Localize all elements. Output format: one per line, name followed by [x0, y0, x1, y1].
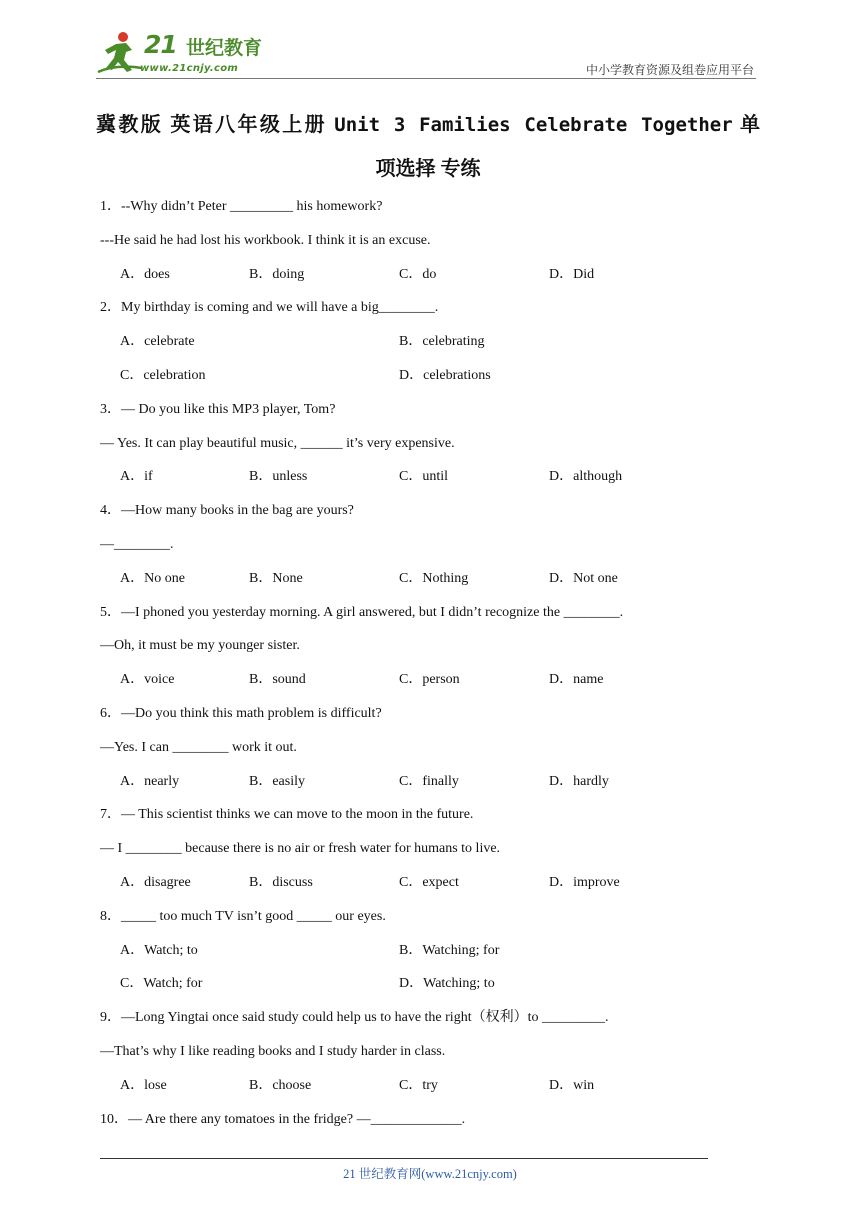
question-2 — [100, 291, 760, 392]
answer-option[interactable]: B．None — [249, 570, 303, 586]
option-row — [100, 325, 760, 359]
answer-option[interactable]: C．finally — [399, 773, 459, 789]
question-7 — [100, 798, 760, 899]
question-reply: —That’s why I like reading books and I study harder in class. — [100, 1043, 446, 1059]
answer-option[interactable]: B．celebrating — [399, 334, 485, 350]
answer-option[interactable]: D．Watching; to — [399, 976, 495, 992]
page-title — [96, 108, 760, 137]
answer-option[interactable]: B．Watching; for — [399, 942, 500, 958]
option-row — [100, 1069, 760, 1103]
option-row — [100, 359, 760, 393]
question-stem: 9．—Long Yingtai once said study could help us to have the right（权利）to _________. — [100, 1010, 609, 1026]
question-4 — [100, 494, 760, 595]
page-header — [0, 0, 860, 80]
option-row — [100, 460, 760, 494]
question-stem: 10．— Are there any tomatoes in the fridge? —_____________. — [100, 1111, 466, 1127]
question-reply: —Yes. I can ________ work it out. — [100, 739, 297, 755]
option-row — [100, 562, 760, 596]
runner-logo-icon — [96, 30, 146, 74]
logo-number: 21 — [144, 30, 177, 59]
question-10 — [100, 1103, 760, 1137]
option-row — [100, 765, 760, 799]
answer-option[interactable]: D．win — [549, 1077, 595, 1093]
answer-option[interactable]: D．hardly — [549, 773, 609, 789]
answer-option[interactable]: A．nearly — [120, 773, 180, 789]
question-6 — [100, 697, 760, 798]
answer-option[interactable]: A．celebrate — [120, 334, 195, 350]
answer-option[interactable]: A．Watch; to — [120, 942, 198, 958]
option-row — [100, 934, 760, 968]
title-cn: 冀教版 英语八年级上册 — [96, 114, 335, 136]
answer-option[interactable]: D．although — [549, 469, 623, 485]
answer-option[interactable]: D．improve — [549, 874, 620, 890]
answer-option[interactable]: C．expect — [399, 874, 459, 890]
answer-option[interactable]: B．choose — [249, 1077, 312, 1093]
question-list — [100, 190, 760, 1136]
option-row — [100, 663, 760, 697]
question-stem: 4．—How many books in the bag are yours? — [100, 503, 354, 519]
question-1 — [100, 190, 760, 291]
question-reply: ---He said he had lost his workbook. I think it is an excuse. — [100, 232, 431, 248]
question-reply: —________. — [100, 536, 174, 552]
question-8 — [100, 900, 760, 1001]
footer-link[interactable]: 21 世纪教育网(www.21cnjy.com) — [343, 1167, 517, 1181]
answer-option[interactable]: A．voice — [120, 672, 175, 688]
question-stem: 8．_____ too much TV isn’t good _____ our eyes. — [100, 908, 386, 924]
answer-option[interactable]: B．sound — [249, 672, 306, 688]
answer-option[interactable]: D．Not one — [549, 570, 618, 586]
answer-option[interactable]: A．lose — [120, 1077, 167, 1093]
title-end: 单 — [740, 114, 760, 136]
question-3 — [100, 393, 760, 494]
answer-option[interactable]: C．Nothing — [399, 570, 469, 586]
page-title-line2: 项选择 专练 — [375, 158, 481, 180]
answer-option[interactable]: C．Watch; for — [120, 976, 203, 992]
logo-text: 世纪教育 — [186, 37, 263, 59]
answer-option[interactable]: D．celebrations — [399, 367, 491, 383]
answer-option[interactable]: B．discuss — [249, 874, 313, 890]
answer-option[interactable]: C．do — [399, 266, 437, 282]
question-stem: 2．My birthday is coming and we will have a big________. — [100, 300, 439, 316]
question-5 — [100, 596, 760, 697]
option-row — [100, 866, 760, 900]
header-tagline: 中小学教育资源及组卷应用平台 — [585, 63, 754, 77]
answer-option[interactable]: A．disagree — [120, 874, 191, 890]
answer-option[interactable]: D．name — [549, 672, 604, 688]
question-stem: 5．—I phoned you yesterday morning. A girl answered, but I didn’t recognize the ________. — [100, 604, 624, 620]
answer-option[interactable]: A．does — [120, 266, 170, 282]
question-stem: 1．--Why didn’t Peter _________ his homework? — [100, 199, 383, 214]
site-logo[interactable] — [96, 30, 266, 80]
answer-option[interactable]: C．celebration — [120, 367, 206, 383]
footer-divider — [100, 1158, 708, 1159]
header-divider — [96, 78, 756, 79]
answer-option[interactable]: B．unless — [249, 469, 308, 485]
answer-option[interactable]: A．No one — [120, 570, 185, 586]
option-row — [100, 967, 760, 1001]
answer-option[interactable]: B．easily — [249, 773, 305, 789]
answer-option[interactable]: D．Did — [549, 266, 595, 282]
question-reply: — I ________ because there is no air or fresh water for humans to live. — [100, 841, 501, 857]
question-stem: 7．— This scientist thinks we can move to the moon in the future. — [100, 807, 474, 823]
answer-option[interactable]: A．if — [120, 469, 153, 485]
question-reply: —Oh, it must be my younger sister. — [100, 638, 300, 654]
answer-option[interactable]: C．until — [399, 469, 449, 485]
answer-option[interactable]: B．doing — [249, 266, 305, 282]
answer-option[interactable]: C．try — [399, 1077, 438, 1093]
logo-url: www.21cnjy.com — [140, 63, 239, 74]
title-en: Unit 3 Families Celebrate Together — [334, 114, 733, 136]
question-stem: 6．—Do you think this math problem is difficult? — [100, 705, 382, 721]
answer-option[interactable]: C．person — [399, 672, 460, 688]
question-reply: — Yes. It can play beautiful music, ______ it’s very expensive. — [100, 435, 455, 451]
question-9 — [100, 1001, 760, 1102]
option-row — [100, 258, 760, 292]
question-stem: 3．— Do you like this MP3 player, Tom? — [100, 401, 336, 417]
